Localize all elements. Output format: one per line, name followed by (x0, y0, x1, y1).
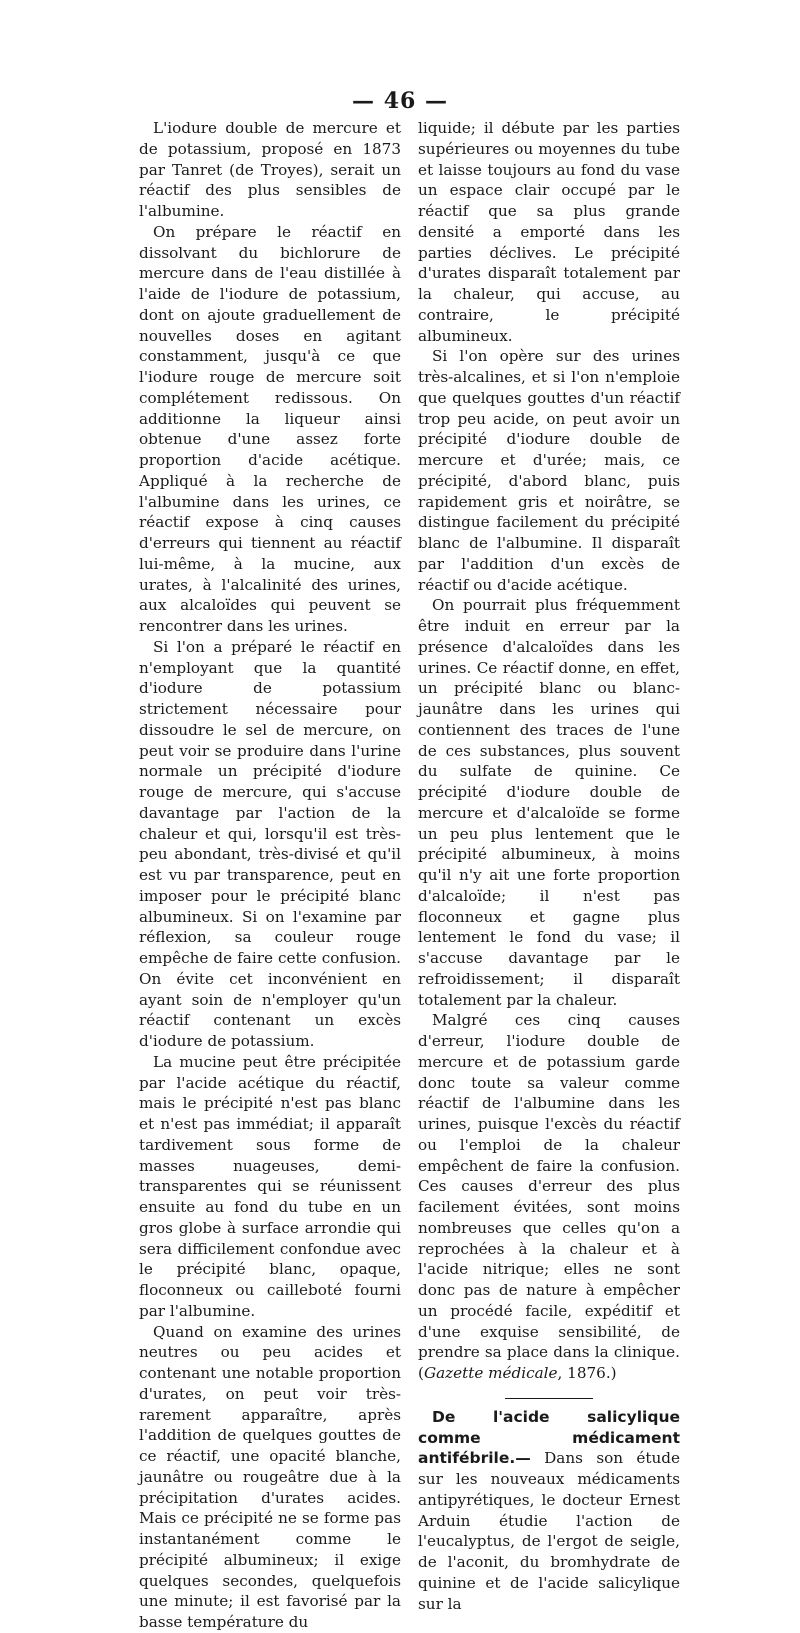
citation-year: , 1876.) (557, 1364, 617, 1382)
paragraph: Si l'on opère sur des urines très-alcalines, et si l'on n'emploie que quelques gouttes d'un réactif trop peu acide, on peut avoir un précipité d'iodure double de mercure et d'urée; mais, ce précipité, d'abord blanc, puis rapidement gris et noirâtre, se distingue facilement du précipité blanc de l'albumine. Il disparaît par l'addition d'un excès de réactif ou d'acide acétique. (418, 347, 680, 594)
article-paragraph (418, 1407, 680, 1615)
paragraph: liquide; il débute par les parties supérieures ou moyennes du tube et laisse toujours au fond du vase un espace clair occupé par le réactif que sa plus grande densité a emporté dans les parties déclives. Le précipité d'urates disparaît totalement par la chaleur, qui accuse, au contraire, le précipité albumineux. (418, 119, 680, 345)
paragraph: On pourrait plus fréquemment être induit en erreur par la présence d'alcaloïdes dans les urines. Ce réactif donne, en effet, un précipité blanc ou blanc-jaunâtre dans les urines qui contiennent des traces de l'une de ces substances, plus souvent du sulfate de quinine. Ce précipité d'iodure double de mercure et d'alcaloïde se forme un peu plus lentement que le précipité albumineux, à moins qu'il n'y ait une forte proportion d'alcaloïde; il n'est pas floconneux et gagne plus lentement le fond du vase; il s'accuse davantage par le refroidissement; il disparaît totalement par la chaleur. (418, 596, 680, 1009)
right-column (418, 118, 680, 1614)
article-heading: De l'acide salicylique comme médicament antifébrile.— (418, 1407, 680, 1468)
paragraph-text: Malgré ces cinq causes d'erreur, l'iodure double de mercure et de potassium garde donc toute sa valeur comme réactif de l'albumine dans les urines, puisque l'excès du réactif ou l'emploi de la chaleur empêchent de faire la confusion. Ces causes d'erreur des plus facilement évitées, sont moins nombreuses que celles qu'on a reprochées à la chaleur et à l'acide nitrique; elles ne sont donc pas de nature à empêcher un procédé facile, expéditif et d'une exquise sensibilité, de prendre sa place dans la clinique. ( (418, 1011, 680, 1382)
paragraph: La mucine peut être précipitée par l'acide acétique du réactif, mais le précipité n'est pas blanc et n'est pas immédiat; il apparaît tardivement sous forme de masses nuageuses, demi-transparentes qui se réunissent ensuite au fond du tube en un gros globe à surface arrondie qui sera difficilement confondue avec le précipité blanc, opaque, floconneux ou cailleboté fourni par l'albumine. (139, 1052, 401, 1320)
paragraph: Quand on examine des urines neutres ou peu acides et contenant une notable proportion d'urates, on peut voir très-rarement apparaître, après l'addition de quelques gouttes de ce réactif, une opacité blanche, jaunâtre ou rougeâtre due à la précipitation d'urates acides. Mais ce précipité ne se forme pas instantanément comme le précipité albumineux; il exige quelques secondes, quelquefois une minute; il est favorisé par la basse température du (139, 1322, 401, 1631)
paragraph: Si l'on a préparé le réactif en n'employant que la quantité d'iodure de potassium strictement nécessaire pour dissoudre le sel de mercure, on peut voir se produire dans l'urine normale un précipité d'iodure rouge de mercure, qui s'accuse davantage par l'action de la chaleur et qui, lorsqu'il est très-peu abondant, très-divisé et qu'il est vu par transparence, peut en imposer pour le précipité blanc albumineux. Si on l'examine par réflexion, sa couleur rouge empêche de faire cette confusion. On évite cet inconvénient en ayant soin de n'employer qu'un réactif contenant un excès d'iodure de potassium. (139, 637, 401, 1050)
left-column (139, 118, 401, 1633)
paragraph: L'iodure double de mercure et de potassium, proposé en 1873 par Tanret (de Troyes), serait un réactif des plus sensibles de l'albumine. (139, 119, 401, 220)
article-text: Dans son étude sur les nouveaux médicaments antipyrétiques, le docteur Ernest Arduin étudie l'action de l'eucalyptus, de l'ergot de seigle, de l'aconit, du bromhydrate de quinine et de l'acide salicylique sur la (418, 1449, 680, 1613)
paragraph-with-citation (418, 1010, 680, 1384)
section-divider (505, 1398, 593, 1399)
citation-source: Gazette médicale (423, 1364, 558, 1382)
page-number: — 46 — (352, 88, 448, 114)
paragraph: On prépare le réactif en dissolvant du bichlorure de mercure dans de l'eau distillée à l'aide de l'iodure de potassium, dont on ajoute graduellement de nouvelles doses en agitant constamment, jusqu'à ce que l'iodure rouge de mercure soit complétement redissous. On additionne la liqueur ainsi obtenue d'une assez forte proportion d'acide acétique. Appliqué à la recherche de l'albumine dans les urines, ce réactif expose à cinq causes d'erreurs qui tiennent au réactif lui-même, à la mucine, aux urates, à l'alcalinité des urines, aux alcaloïdes qui peuvent se rencontrer dans les urines. (139, 222, 401, 635)
